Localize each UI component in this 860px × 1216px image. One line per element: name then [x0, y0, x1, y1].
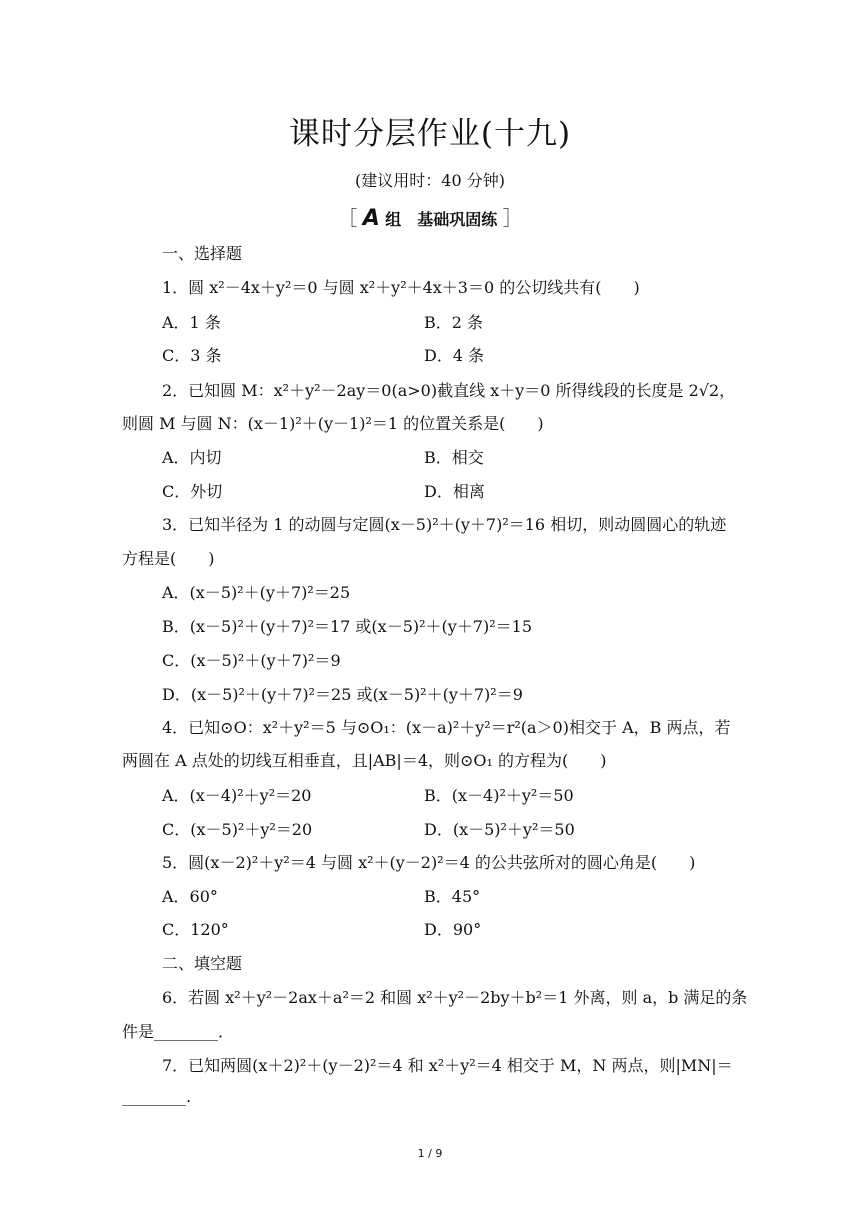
page-number: 1 / 9	[417, 1147, 443, 1160]
q3-stem-line1: 3．已知半径为 1 的动圆与定圆(x－5)²＋(y＋7)²＝16 相切，则动圆圆心的轨迹	[162, 515, 727, 534]
q4-stem-line1: 4．已知⊙O：x²＋y²＝5 与⊙O₁：(x－a)²＋y²＝r²(a＞0)相交于 A，B 两点，若	[162, 718, 731, 737]
q5-option-c: C．120°	[162, 920, 229, 939]
bracket-right: ］	[502, 206, 523, 230]
q2-stem-line2: 则圆 M 与圆 N：(x－1)²＋(y－1)²＝1 的位置关系是( )	[122, 414, 544, 433]
q5-stem: 5．圆(x－2)²＋y²＝4 与圆 x²＋(y－2)²＝4 的公共弦所对的圆心角是( )	[162, 853, 696, 872]
page-title: 课时分层作业(十九)	[288, 116, 572, 152]
q5-option-a: A．60°	[162, 887, 218, 906]
section-choice: 一、选择题	[162, 244, 243, 263]
q4-stem-line2: 两圆在 A 点处的切线互相垂直，且|AB|＝4，则⊙O₁ 的方程为( )	[122, 751, 607, 770]
q2-option-a: A．内切	[162, 448, 222, 467]
q1-option-a: A．1 条	[162, 313, 221, 332]
q3-option-c: C．(x－5)²＋(y＋7)²＝9	[162, 651, 341, 670]
q2-stem-line1: 2．已知圆 M：x²＋y²－2ay＝0(a>0)截直线 x＋y＝0 所得线段的长度是 2√2，	[162, 381, 736, 400]
q3-option-b: B．(x－5)²＋(y＋7)²＝17 或(x－5)²＋(y＋7)²＝15	[162, 617, 533, 636]
q2-option-c: C．外切	[162, 482, 223, 501]
group-letter: A	[362, 206, 380, 231]
q6-stem-line2: 件是________．	[122, 1022, 235, 1041]
q1-option-d: D．4 条	[424, 346, 485, 365]
group-label: 组 基础巩固练	[385, 210, 498, 229]
q4-option-d: D．(x－5)²＋y²＝50	[424, 820, 575, 839]
q3-stem-line2: 方程是( )	[122, 549, 215, 568]
q2-option-d: D．相离	[424, 482, 485, 501]
bracket-left: ［	[337, 206, 358, 230]
suggested-time: (建议用时：40 分钟)	[355, 171, 505, 190]
q7-stem-line1: 7．已知两圆(x＋2)²＋(y－2)²＝4 和 x²＋y²＝4 相交于 M，N 两点，则|MN|＝	[162, 1056, 733, 1075]
group-heading	[0, 202, 860, 231]
q4-option-c: C．(x－5)²＋y²＝20	[162, 820, 313, 839]
q2-option-b: B．相交	[424, 448, 484, 467]
q4-option-b: B．(x－4)²＋y²＝50	[424, 786, 574, 805]
q3-option-a: A．(x－5)²＋(y＋7)²＝25	[162, 583, 351, 602]
q3-option-d: D．(x－5)²＋(y＋7)²＝25 或(x－5)²＋(y＋7)²＝9	[162, 685, 523, 704]
q1-option-b: B．2 条	[424, 313, 484, 332]
q5-option-b: B．45°	[424, 887, 481, 906]
q6-stem-line1: 6．若圆 x²＋y²－2ax＋a²＝2 和圆 x²＋y²－2by＋b²＝1 外离，则 a，b 满足的条	[162, 988, 748, 1007]
q7-stem-line2: ________.	[122, 1087, 192, 1106]
section-fill: 二、填空题	[162, 954, 243, 973]
q4-option-a: A．(x－4)²＋y²＝20	[162, 786, 312, 805]
q5-option-d: D．90°	[424, 920, 482, 939]
q1-option-c: C．3 条	[162, 346, 222, 365]
q1-stem: 1．圆 x²－4x＋y²＝0 与圆 x²＋y²＋4x＋3＝0 的公切线共有( )	[162, 278, 640, 297]
